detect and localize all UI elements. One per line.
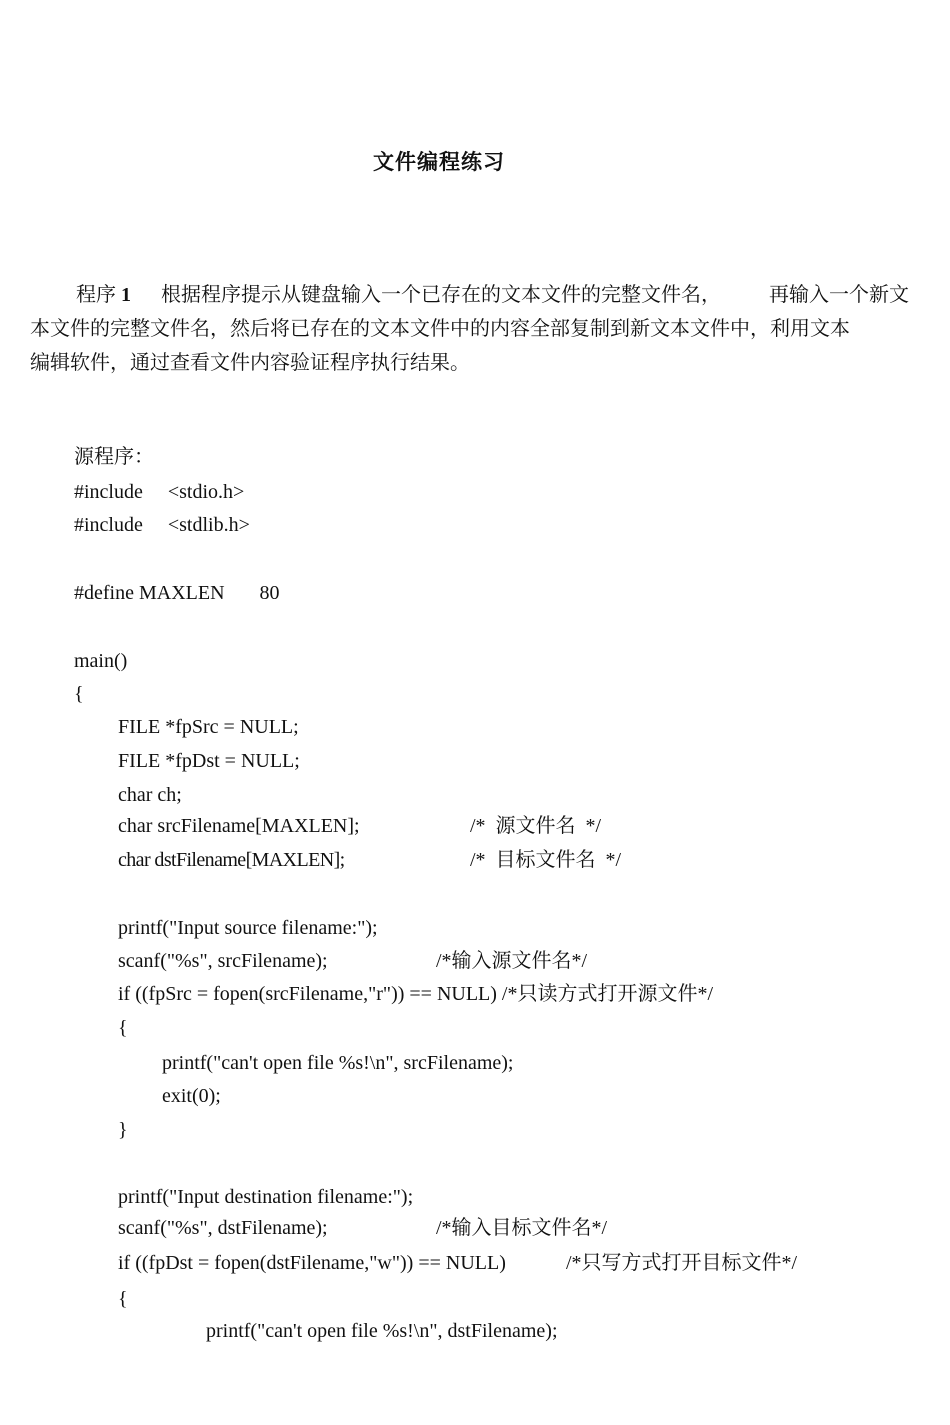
program1-text-b: 再输入一个新文 <box>769 284 909 306</box>
code-decl-dstfilename: char dstFilename[MAXLEN]; <box>118 849 345 871</box>
code-open-brace-3: { <box>118 1288 128 1310</box>
program1-number: 1 <box>121 284 131 306</box>
program1-label: 程序 <box>76 284 116 306</box>
code-main: main() <box>74 650 128 672</box>
code-scanf-source: scanf("%s", srcFilename); <box>118 950 328 972</box>
code-include-stdlib: #include <stdlib.h> <box>74 514 250 536</box>
code-close-brace-2: } <box>118 1119 128 1141</box>
code-open-brace-2: { <box>118 1017 128 1039</box>
code-comment-scanf-destination: /*输入目标文件名*/ <box>436 1217 608 1239</box>
program1-line2: 本文件的完整文件名，然后将已存在的文本文件中的内容全部复制到新文本文件中，利用文本 <box>30 318 850 340</box>
code-if-fopen-source: if ((fpSrc = fopen(srcFilename,"r")) == NULL) /*只读方式打开源文件*/ <box>118 983 714 1005</box>
code-open-brace: { <box>74 683 84 705</box>
program1-line1 <box>76 278 909 307</box>
code-decl-fpdst: FILE *fpDst = NULL; <box>118 750 300 772</box>
code-printf-error-source: printf("can't open file %s!\n", srcFilename); <box>162 1052 514 1074</box>
program1-line3: 编辑软件，通过查看文件内容验证程序执行结果。 <box>30 352 470 374</box>
code-scanf-destination: scanf("%s", dstFilename); <box>118 1217 328 1239</box>
code-comment-if-destination: /*只写方式打开目标文件*/ <box>566 1252 798 1274</box>
code-include-stdio: #include <stdio.h> <box>74 481 245 503</box>
code-comment-srcfilename: /* 源文件名 */ <box>470 815 602 837</box>
source-label: 源程序： <box>74 446 154 468</box>
code-printf-destination: printf("Input destination filename:"); <box>118 1186 414 1208</box>
code-decl-ch: char ch; <box>118 784 182 806</box>
document-title: 文件编程练习 <box>373 150 505 174</box>
code-printf-source: printf("Input source filename:"); <box>118 917 378 939</box>
code-comment-scanf-source: /*输入源文件名*/ <box>436 950 588 972</box>
code-printf-error-destination: printf("can't open file %s!\n", dstFilename); <box>206 1320 558 1342</box>
program1-text-a: 根据程序提示从键盘输入一个已存在的文本文件的完整文件名， <box>161 284 721 306</box>
code-comment-dstfilename: /* 目标文件名 */ <box>470 849 622 871</box>
code-define-maxlen: #define MAXLEN 80 <box>74 582 280 604</box>
code-decl-fpsrc: FILE *fpSrc = NULL; <box>118 716 299 738</box>
code-exit: exit(0); <box>162 1085 221 1107</box>
code-decl-srcfilename: char srcFilename[MAXLEN]; <box>118 815 360 837</box>
code-if-fopen-destination: if ((fpDst = fopen(dstFilename,"w")) == NULL) <box>118 1252 506 1274</box>
